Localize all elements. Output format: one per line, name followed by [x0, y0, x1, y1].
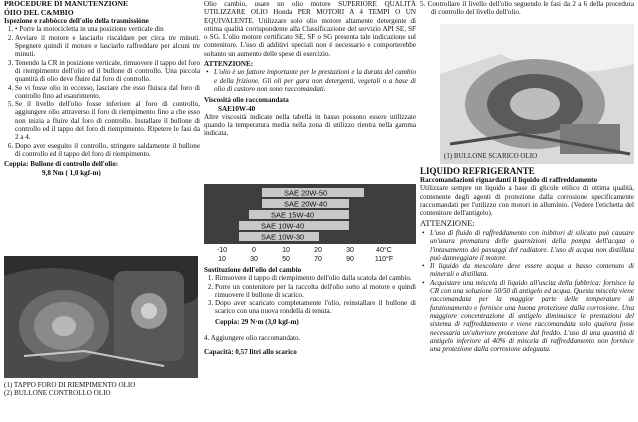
temp-c-tick: 20 [314, 247, 322, 254]
step-5: 5. Controllare il livello dell'olio seguendo le fasi da 2 a 6 della procedura di controllo del livello dell'olio. [420, 0, 635, 17]
sae-bar-label: SAE 20W-50 [284, 188, 328, 198]
coolant-text: Utilizzare sempre un liquido a base di glicole etilico di ottima qualità, contenente degli agenti di protezione dalla corrosione specificamente raccomandati per l'utilizzo con motori in alluminio. (Vedere l'etichetta del contenitore dell'antigelo). [420, 184, 634, 218]
subst-title: Sostituzione dell'olio del cambio [204, 266, 302, 274]
coolant-section [420, 166, 634, 353]
viscosity-title: Viscosità olio raccomandata [204, 96, 289, 105]
coolant-attention-item: • Il liquido da mescolare deve essere acqua a basso contenuto di minerali o distillata. [430, 262, 634, 279]
engine-photo [4, 256, 198, 378]
temp-f-tick: 110°F [374, 256, 394, 263]
viscosity-text: Altre viscosità indicate nella tabella in basso possono essere utilizzate quando la temperatura media nella zona di utilizzo rientra nella gamma indicata. [204, 112, 416, 138]
coolant-title: LIQUIDO REFRIGERANTE [420, 166, 535, 176]
attention-list [204, 68, 416, 93]
oil-intro: Olio cambio, usare un olio motore SUPERIORE QUALITÀ UTILIZZARE OLIO Honda PER MOTORI A 4 TEMPI O UN EQUIVALENTE. Utilizzare solo olio motore altamente detergente di ottima qualità corrispondente alla Classificazione del servizio API SE, SF o SG. L'olio motore certificato SE, SF o SG presenta tale indicazione sul contenitore. L'uso di additivi speciali non è necessario e comporterebbe soltanto un aumento delle spese di esercizio. [204, 0, 416, 58]
sae-chart [204, 184, 416, 264]
sae-bar-label: SAE 10W-40 [261, 221, 305, 231]
step-item: 5. Se il livello dell'olio fosse inferiore al foro di controllo, aggiungere olio attraverso il foro di riempimento fino a che esso non inizia a fluire dal foro di controllo. Installare il bullone di controllo ed il tappo del foro di riempimento. Ripetere le fasi da 2 a 4. [15, 100, 200, 141]
torque-label: Coppia: Bullone di controllo dell'olio: [4, 160, 119, 169]
sae-bar-label: SAE 10W-30 [261, 232, 305, 242]
temp-f-tick: 50 [282, 256, 290, 263]
subst-step-4: 4. Aggiungere olio raccomandato. [204, 334, 301, 343]
attention-title: ATTENZIONE: [204, 60, 254, 69]
column-left [4, 0, 200, 177]
caption-filler-cap: (1) TAPPO FORO DI RIEMPIMENTO OLIO [4, 381, 136, 389]
section-heading: Ispezione e rabbòcco dell'olio della trasmissióne [4, 17, 149, 26]
subst-step: 2. Porre un contenitore per la raccolta dell'olio sotto al motore e quindi rimuovere il bullone di scarico. [215, 283, 416, 300]
temp-c-tick: 40°C [376, 247, 392, 254]
temp-f-tick: 70 [314, 256, 322, 263]
coolant-subtitle: Raccomandazioni riguardanti il liquido di raffreddamento [420, 176, 598, 184]
step-item: 1. • Porre la motocicletta in una posizione verticale din [15, 25, 200, 33]
torque-value: 9,8 Nm ( 1,0 kgf-m) [42, 168, 101, 177]
temp-c-tick: -10 [216, 247, 228, 254]
step-item: 2. Avviare il motore e lasciarlo riscaldare per circa tre minuti. Spegnere quindi il motore e lasciarlo raffreddare per alcuni tre minuti. [15, 34, 200, 59]
coolant-attention-title: ATTENZIONE: [420, 218, 475, 229]
doc-subtitle: ÓIIO DEL C&MBIO [4, 7, 74, 17]
caption-check-bolt: (2) BULLONE CONTROLLO OLIO [4, 389, 111, 398]
temp-c-tick: 30 [346, 247, 354, 254]
temp-c-tick: 10 [282, 247, 290, 254]
sae-bar-label: SAE 20W-40 [284, 199, 328, 209]
step-item: 4. Se vi fosse olio in eccesso, lasciare che esso fluisca dal foro di controllo fino ad esaurimento. [15, 84, 200, 101]
coolant-attention-item: • L'uso di fluido di raffreddamento con inibitori di silicato può causare un'usura prematura delle guarnizioni della pompa dell'acqua o l'intasamento dei passaggi del radiatore. L'uso di acqua non distillata può danneggiare il motore. [430, 229, 634, 262]
step-item: 3. Tenendo la CR in posizione verticale, rimuovere il tappo del foro di riempimento dell'olio ed il bullone di controllo. Una piccola quantità di olio deve fluire dal foro di controllo. [15, 59, 200, 84]
temp-f-tick: 30 [250, 256, 258, 263]
coolant-attention-list [420, 229, 634, 353]
column-right [420, 0, 634, 17]
step-5-text: Controllare il livello dell'olio seguendo le fasi da 2 a 6 della procedura di controllo del livello dell'olio. [427, 0, 635, 17]
photo-caption: (1) BULLONE SCARICO OLIO [444, 152, 538, 160]
column-middle-lower [204, 266, 416, 357]
viscosity-value: SAE10W-40 [218, 104, 256, 113]
subst-step-4-text: Aggiungere olio raccomandato. [210, 334, 301, 343]
subst-step: 3. Dopo aver scaricato completamente l'olio, reinstallare il bullone di scarico con una nuova rondella di tenuta. [215, 299, 416, 316]
doc-title: PROCEDURE DI MANUTENZIONE [4, 0, 129, 8]
drain-bolt-photo [440, 24, 634, 164]
photo-captions [4, 381, 200, 398]
column-middle [204, 0, 416, 138]
coolant-attention-item: • Acquistare una miscela di liquido all'uscita della fabbrica: fornisce la CR con una soluzione 50/50 di antigelo ed acqua. Questa miscela viene raccomandata per la maggior parte delle temperature di funzionamento e fornisce una buona protezione dalla corrosione. Una maggiore concentrazione di antigelo diminuisce le prestazioni del sistema di raffreddamento e viene raccomandata solo qualora fosse necessaria un'ulteriore protezione dal freddo. L'uso di una quantità di antigelo inferiore al 40% di miscela di raffreddamento non fornisce una protezione dalla corrosione adeguata. [430, 279, 634, 354]
temp-f-tick: 90 [346, 256, 354, 263]
step-item: 6. Dopo aver eseguito il controllo, stringere saldamente il bullone di controllo ed il tappo del foro di riempimento. [15, 142, 200, 159]
attention-item: • L'olio è un fattore importante per le prestazioni e la durata del cambio e della frizione. Gli oli per gara non detergenti, vegetali o a base di olio di castoro non sono raccomandati. [214, 68, 416, 93]
temp-c-tick: 0 [252, 247, 256, 254]
subst-steps [204, 274, 416, 315]
temp-f-tick: 10 [218, 256, 226, 263]
subst-torque: Coppia: 29 N·m (3,0 kgf-m) [215, 317, 299, 326]
subst-step: 1. Rimuovere il tappo di riempimento dell'olio dalla scatola del cambio. [215, 274, 416, 282]
capacity: Capacità: 0,57 litri allo scarico [204, 348, 297, 357]
inspection-steps [4, 25, 200, 158]
sae-bar-label: SAE 15W-40 [271, 210, 315, 220]
